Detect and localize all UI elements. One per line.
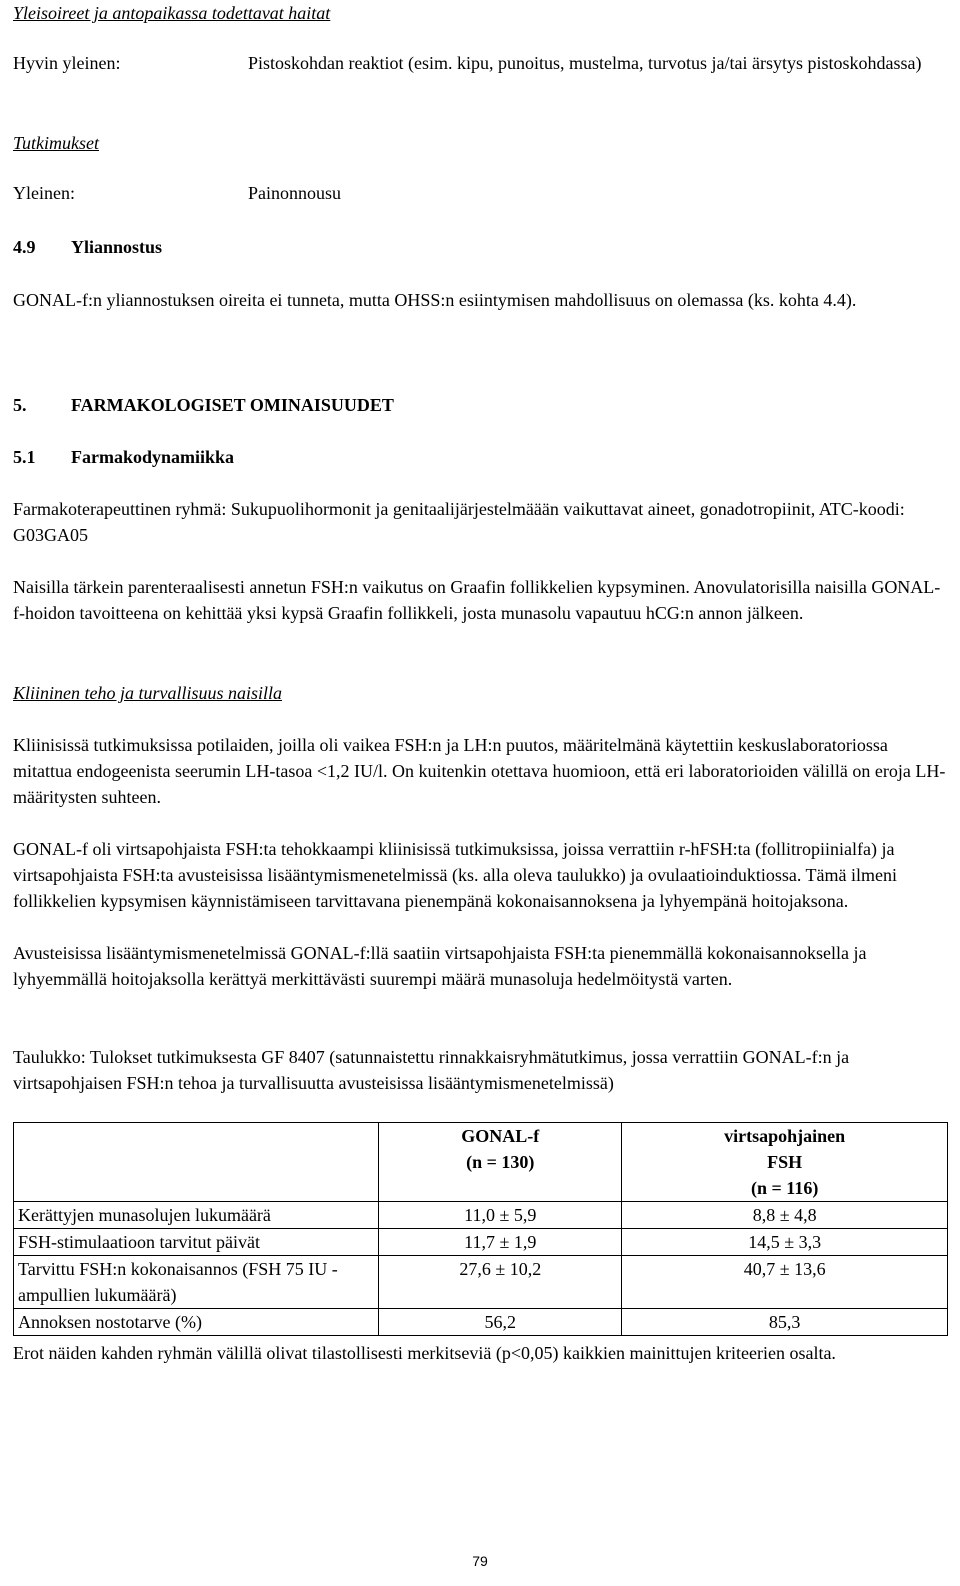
overdose-paragraph: GONAL-f:n yliannostuksen oireita ei tunneta, mutta OHSS:n esiintymisen mahdollisuus on olemassa (ks. kohta 4.4). [13, 290, 857, 310]
section-4-9-heading [13, 234, 948, 260]
results-table [13, 1122, 948, 1336]
table-cell-gonal-f: 11,0 ± 5,9 [379, 1202, 622, 1229]
section-number: 4.9 [13, 237, 36, 257]
table-header-empty [14, 1123, 379, 1202]
table-row [14, 1229, 948, 1256]
table-row [14, 1256, 948, 1309]
frequency-label: Yleinen: [13, 183, 75, 203]
table-cell-urinary-fsh: 40,7 ± 13,6 [622, 1256, 948, 1309]
table-header-gonal-f: GONAL-f (n = 130) [379, 1123, 622, 1202]
frequency-label: Hyvin yleinen: [13, 53, 121, 73]
table-header-row [14, 1123, 948, 1202]
table-header-urinary-fsh: virtsapohjainen FSH (n = 116) [622, 1123, 948, 1202]
page-number: 79 [472, 1553, 488, 1569]
section-number: 5.1 [13, 447, 36, 467]
table-cell-urinary-fsh: 8,8 ± 4,8 [622, 1202, 948, 1229]
section-5-1-heading [13, 444, 948, 470]
adverse-frequency-row [13, 50, 948, 102]
table-row [14, 1309, 948, 1336]
table-cell-gonal-f: 11,7 ± 1,9 [379, 1229, 622, 1256]
pharmacotherapeutic-group-paragraph: Farmakoterapeuttinen ryhmä: Sukupuolihormonit ja genitaalijärjestelmäään vaikuttavat aineet, gonadotropiinit, ATC-koodi: G03GA05 [13, 499, 905, 545]
adverse-effects-heading: Yleisoireet ja antopaikassa todettavat haitat [13, 3, 331, 23]
gonal-f-comparison-paragraph: GONAL-f oli virtsapohjaista FSH:ta tehokkaampi kliinisissä tutkimuksissa, joissa verrattiin r-hFSH:ta (follitropiinialfa) ja virtsapohjaista FSH:ta avusteisissa lisääntymismenetelmissä (ks. alla oleva taulukko) ja ovulaatioinduktiossa. Tämä ilmeni follikkelien kypsymisen käynnistämiseen tarvittavana pienempänä kokonaisannoksena ja lyhyempänä hoitojaksona. [13, 839, 898, 911]
section-title: Yliannostus [71, 237, 163, 257]
table-row-label: FSH-stimulaatioon tarvitut päivät [14, 1229, 379, 1256]
frequency-text: Pistoskohdan reaktiot (esim. kipu, punoitus, mustelma, turvotus ja/tai ärsytys pistoskohdassa) [248, 53, 922, 73]
section-title: FARMAKOLOGISET OMINAISUUDET [71, 395, 394, 415]
table-row-label: Annoksen nostotarve (%) [14, 1309, 379, 1336]
section-number: 5. [13, 395, 27, 415]
art-paragraph: Avusteisissa lisääntymismenetelmissä GONAL-f:llä saatiin virtsapohjaista FSH:ta pienemmällä kokonaisannoksella ja lyhyemmällä hoitojaksolla kerättyä merkittävästi suurempi määrä munasoluja hedelmöitystä varten. [13, 943, 867, 989]
table-cell-urinary-fsh: 14,5 ± 3,3 [622, 1229, 948, 1256]
table-cell-gonal-f: 27,6 ± 10,2 [379, 1256, 622, 1309]
clinical-trials-paragraph: Kliinisissä tutkimuksissa potilaiden, joilla oli vaikea FSH:n ja LH:n puutos, määritelmänä käytettiin keskuslaboratoriossa mitattua endogeenista seerumin LH-tasoa <1,2 IU/l. On kuitenkin otettava huomioon, että eri laboratorioiden välillä on eroja LH-määritysten suhteen. [13, 735, 946, 807]
table-cell-gonal-f: 56,2 [379, 1309, 622, 1336]
frequency-text: Painonnousu [248, 183, 342, 203]
table-caption: Taulukko: Tulokset tutkimuksesta GF 8407 (satunnaistettu rinnakkaisryhmätutkimus, jossa verrattiin GONAL-f:n ja virtsapohjaisen FSH:n tehoa ja turvallisuutta avusteisissa lisääntymismenetelmissä) [13, 1047, 850, 1093]
table-footnote: Erot näiden kahden ryhmän välillä olivat tilastollisesti merkitseviä (p<0,05) kaikkien mainittujen kriteerien osalta. [13, 1343, 836, 1363]
table-cell-urinary-fsh: 85,3 [622, 1309, 948, 1336]
table-row-label: Kerättyjen munasolujen lukumäärä [14, 1202, 379, 1229]
table-row-label: Tarvittu FSH:n kokonaisannos (FSH 75 IU -ampullien lukumäärä) [14, 1256, 379, 1309]
section-title: Farmakodynamiikka [71, 447, 235, 467]
investigations-heading: Tutkimukset [13, 133, 99, 153]
fsh-effect-paragraph: Naisilla tärkein parenteraalisesti annetun FSH:n vaikutus on Graafin follikkelien kypsyminen. Anovulatorisilla naisilla GONAL-f-hoidon tavoitteena on kehittää yksi kypsä Graafin follikkeli, josta munasolu vapautuu hCG:n annon jälkeen. [13, 577, 941, 623]
section-5-heading [13, 392, 948, 418]
investigations-frequency-row [13, 180, 948, 206]
clinical-efficacy-subheading: Kliininen teho ja turvallisuus naisilla [13, 683, 283, 703]
table-row [14, 1202, 948, 1229]
